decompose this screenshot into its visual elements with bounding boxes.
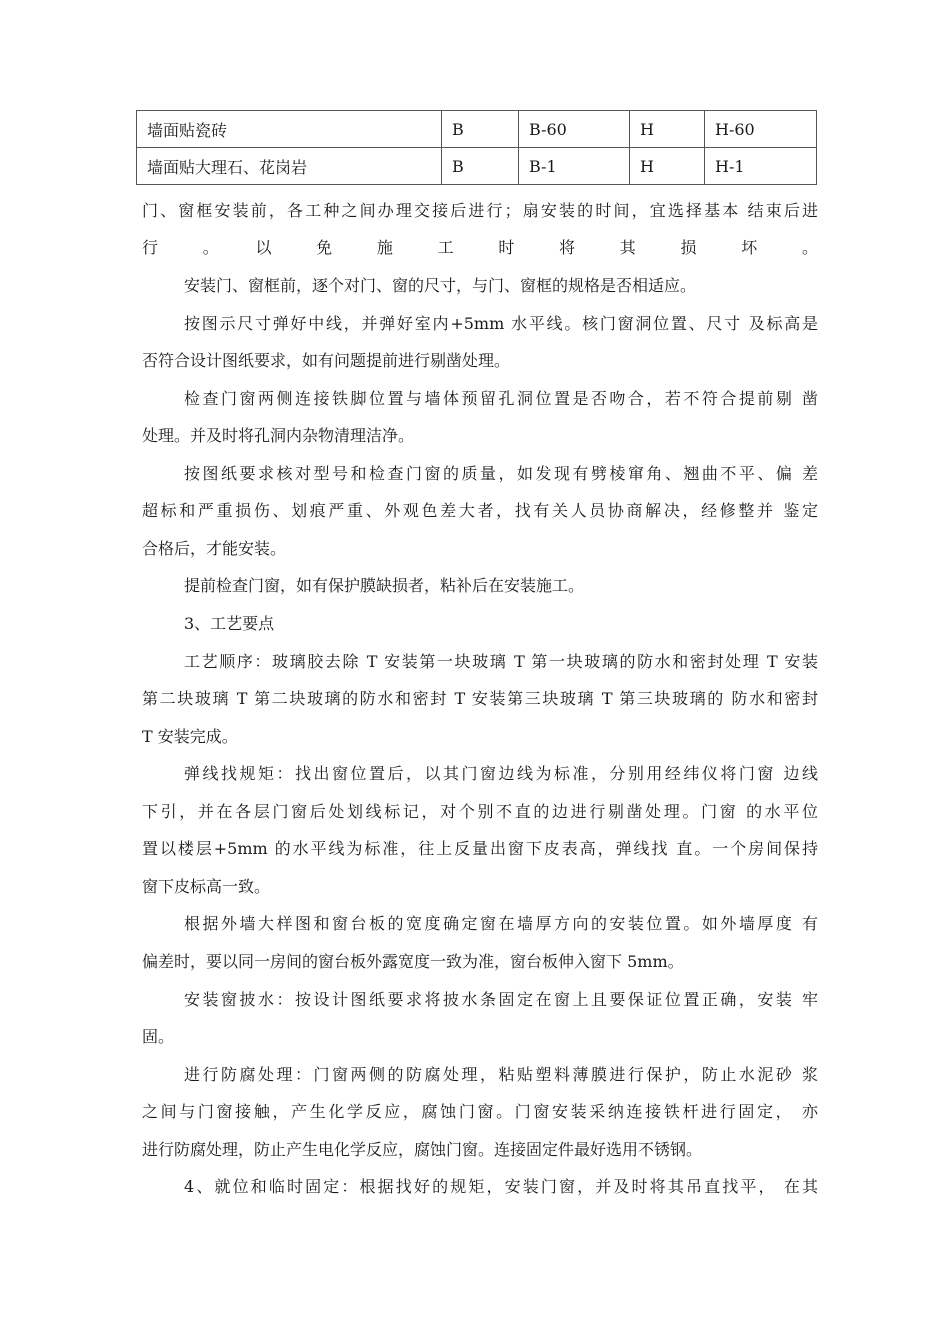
text-line: 合格后，才能安装。 — [142, 539, 287, 558]
text-line: 之间与门窗接触，产生化学反应，腐蚀门窗。门窗安装采纳连接铁杆进行固定， 亦 — [142, 1102, 818, 1121]
table-row — [137, 111, 817, 148]
table-cell: B — [442, 148, 519, 185]
table-cell: B — [442, 111, 519, 148]
text-line: 处理。并及时将孔洞内杂物清理洁净。 — [142, 426, 415, 445]
text-line: 窗下皮标高一致。 — [142, 877, 271, 896]
text-line: 4、就位和临时固定：根据找好的规矩，安装门窗，并及时将其吊直找平， 在其 — [184, 1177, 818, 1196]
text-line: 弹线找规矩：找出窗位置后，以其门窗边线为标准，分别用经纬仪将门窗 边线 — [184, 764, 818, 783]
text-line: 行 。 以 免 施 工 时 将 其 损 坏 。 — [142, 238, 818, 257]
table-cell: H — [630, 111, 705, 148]
text-line: 下引，并在各层门窗后处划线标记，对个别不直的边进行剔凿处理。门窗 的水平位 — [142, 802, 818, 821]
text-line: 固。 — [142, 1027, 175, 1046]
table-cell: 墙面贴瓷砖 — [137, 111, 442, 148]
text-line: 按图示尺寸弹好中线，并弹好室内+5mm 水平线。核门窗洞位置、尺寸 及标高是 — [184, 314, 818, 333]
text-line: 门、窗框安装前，各工种之间办理交接后进行；扇安装的时间，宜选择基本 结束后进 — [142, 201, 818, 220]
table-cell: B-1 — [519, 148, 630, 185]
text-line: 根据外墙大样图和窗台板的宽度确定窗在墙厚方向的安装位置。如外墙厚度 有 — [184, 914, 818, 933]
table-cell: H-60 — [705, 111, 817, 148]
text-line: 安装窗披水：按设计图纸要求将披水条固定在窗上且要保证位置正确，安装 牢 — [184, 990, 818, 1009]
table-cell: 墙面贴大理石、花岗岩 — [137, 148, 442, 185]
text-line: 进行防腐处理，防止产生电化学反应，腐蚀门窗。连接固定件最好选用不锈钢。 — [142, 1140, 703, 1159]
section-heading: 3、工艺要点 — [184, 614, 275, 633]
table-cell: H-1 — [705, 148, 817, 185]
text-line: 否符合设计图纸要求，如有问题提前进行剔凿处理。 — [142, 351, 511, 370]
text-line: 超标和严重损伤、划痕严重、外观色差大者，找有关人员协商解决，经修整并 鉴定 — [142, 501, 818, 520]
text-line: 偏差时，要以同一房间的窗台板外露宽度一致为准，窗台板伸入窗下 5mm。 — [142, 952, 684, 971]
material-code-table — [136, 110, 817, 185]
text-line: 工艺顺序：玻璃胶去除 T 安装第一块玻璃 T 第一块玻璃的防水和密封处理 T 安装 — [184, 652, 818, 671]
text-line: 检查门窗两侧连接铁脚位置与墙体预留孔洞位置是否吻合，若不符合提前剔 凿 — [184, 389, 818, 408]
text-line: 按图纸要求核对型号和检查门窗的质量，如发现有劈棱窜角、翘曲不平、偏 差 — [184, 464, 818, 483]
text-line: 置以楼层+5mm 的水平线为标准，往上反量出窗下皮表高，弹线找 直。一个房间保持 — [142, 839, 818, 858]
text-line: 安装门、窗框前，逐个对门、窗的尺寸，与门、窗框的规格是否相适应。 — [184, 276, 697, 295]
text-line: 提前检查门窗，如有保护膜缺损者，粘补后在安装施工。 — [184, 576, 585, 595]
text-line: T 安装完成。 — [142, 727, 238, 746]
table-cell: B-60 — [519, 111, 630, 148]
table-cell: H — [630, 148, 705, 185]
text-line: 第二块玻璃 T 第二块玻璃的防水和密封 T 安装第三块玻璃 T 第三块玻璃的 防水和密封 — [142, 689, 818, 708]
table-row — [137, 148, 817, 185]
text-line: 进行防腐处理：门窗两侧的防腐处理，粘贴塑料薄膜进行保护，防止水泥砂 浆 — [184, 1065, 818, 1084]
